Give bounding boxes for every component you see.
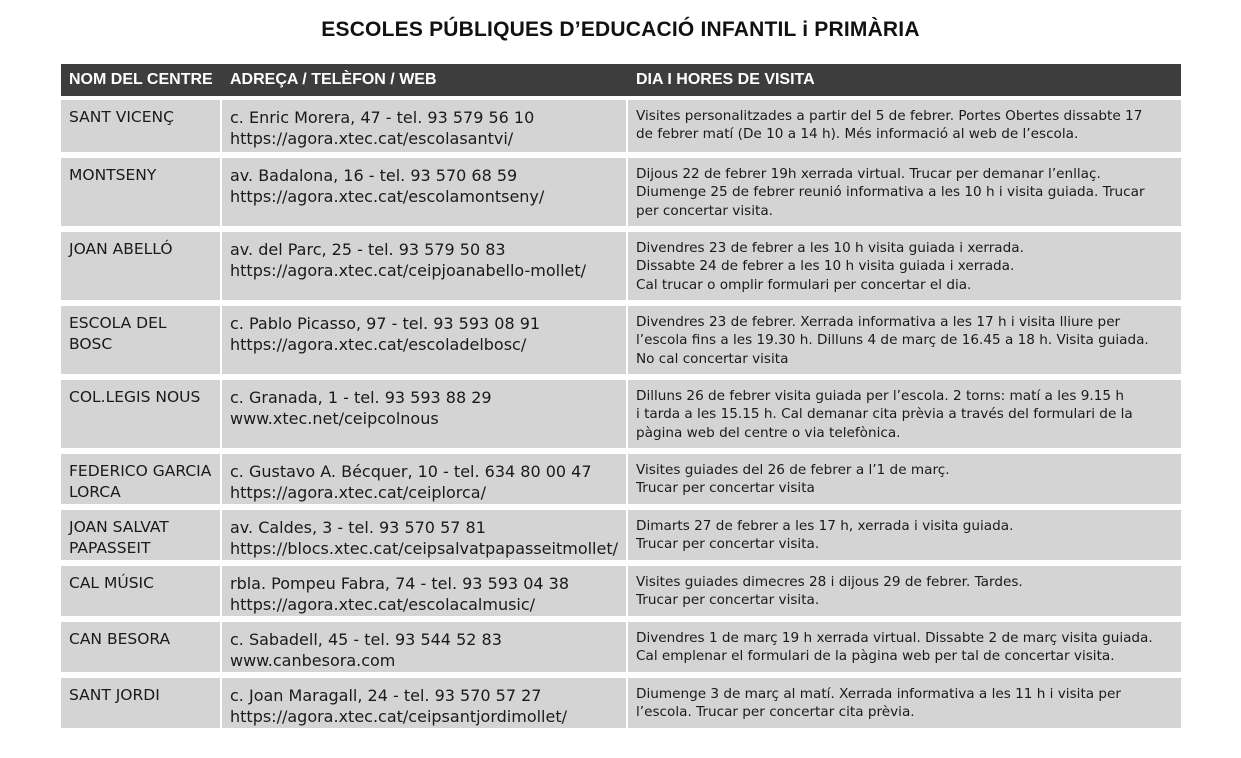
header-name: NOM DEL CENTRE [69,71,213,88]
visit-info-line: Cal emplenar el formulari de la pàgina web per tal de concertar visita. [636,648,1115,665]
school-name-line: BOSC [69,335,113,353]
school-name-line: JOAN ABELLÓ [69,240,173,258]
visit-info-line: i tarda a les 15.15 h. Cal demanar cita prèvia a través del formulari de la [636,406,1133,423]
school-name [61,306,222,374]
table-row [61,232,1181,300]
table-row [61,678,1181,728]
school-name-line: JOAN SALVAT [69,518,169,536]
header-visit: DIA I HORES DE VISITA [636,71,815,88]
table-row [61,454,1181,504]
school-contact [222,380,628,448]
visit-info-line: Dilluns 26 de febrer visita guiada per l’escola. 2 torns: matí a les 9.15 h [636,388,1124,404]
school-contact [222,678,628,728]
school-name [61,678,222,728]
school-name-line: ESCOLA DEL [69,314,167,332]
school-web-link[interactable]: https://blocs.xtec.cat/ceipsalvatpapasseitmollet/ [230,539,618,558]
visit-info-line: Divendres 23 de febrer a les 10 h visita guiada i xerrada. [636,240,1024,256]
page-title: ESCOLES PÚBLIQUES D’EDUCACIÓ INFANTIL i PRIMÀRIA [321,18,920,41]
visit-info-line: de febrer matí (De 10 a 14 h). Més informació al web de l’escola. [636,126,1079,143]
visit-info [628,678,1181,728]
visit-info [628,566,1181,616]
school-name [61,100,222,152]
visit-info-line: Trucar per concertar visita [636,480,815,497]
school-contact [222,100,628,152]
school-contact [222,232,628,300]
school-web-link[interactable]: https://agora.xtec.cat/ceiplorca/ [230,483,486,502]
school-web-link[interactable]: https://agora.xtec.cat/escoladelbosc/ [230,335,527,354]
visit-info-line: Divendres 23 de febrer. Xerrada informativa a les 17 h i visita lliure per [636,314,1121,330]
visit-info-line: per concertar visita. [636,202,773,219]
visit-info [628,454,1181,504]
school-name-line: CAN BESORA [69,630,171,648]
school-contact [222,158,628,226]
visit-info [628,622,1181,672]
school-name [61,232,222,300]
table-row [61,510,1181,560]
table-body [61,100,1181,728]
school-address: c. Granada, 1 - tel. 93 593 88 29 [230,388,492,407]
school-address: c. Sabadell, 45 - tel. 93 544 52 83 [230,630,502,649]
school-web-link[interactable]: https://agora.xtec.cat/escolamontseny/ [230,187,545,206]
visit-info-line: Visites personalitzades a partir del 5 de febrer. Portes Obertes dissabte 17 [636,108,1143,124]
school-name-line: SANT VICENÇ [69,108,174,126]
table-row [61,100,1181,152]
table-row [61,158,1181,226]
school-name [61,566,222,616]
visit-info-line: l’escola fins a les 19.30 h. Dilluns 4 de març de 16.45 a 18 h. Visita guiada. [636,332,1149,349]
school-name [61,454,222,504]
school-contact [222,454,628,504]
header-address: ADREÇA / TELÈFON / WEB [230,71,437,88]
school-contact [222,510,628,560]
table-row [61,380,1181,448]
school-web-link[interactable]: www.xtec.net/ceipcolnous [230,409,439,428]
school-name [61,158,222,226]
school-name [61,622,222,672]
visit-info-line: Diumenge 3 de març al matí. Xerrada informativa a les 11 h i visita per [636,686,1122,702]
school-name-line: CAL MÚSIC [69,574,154,592]
school-name [61,380,222,448]
visit-info-line: Dijous 22 de febrer 19h xerrada virtual. Trucar per demanar l’enllaç. [636,166,1101,182]
visit-info-line: No cal concertar visita [636,350,789,367]
school-name-line: MONTSENY [69,166,157,184]
school-web-link[interactable]: https://agora.xtec.cat/ceipjoanabello-mollet/ [230,261,587,280]
school-web-link[interactable]: https://agora.xtec.cat/escolacalmusic/ [230,595,536,614]
visit-info-line: l’escola. Trucar per concertar cita prèvia. [636,704,915,721]
school-contact [222,306,628,374]
visit-info [628,232,1181,300]
school-address: rbla. Pompeu Fabra, 74 - tel. 93 593 04 38 [230,574,569,593]
visit-info-line: Dissabte 24 de febrer a les 10 h visita guiada i xerrada. [636,258,1015,275]
school-address: c. Enric Morera, 47 - tel. 93 579 56 10 [230,108,535,127]
school-address: av. del Parc, 25 - tel. 93 579 50 83 [230,240,506,259]
school-name-line: PAPASSEIT [69,539,151,557]
school-web-link[interactable]: https://agora.xtec.cat/ceipsantjordimollet/ [230,707,568,726]
visit-info [628,510,1181,560]
visit-info-line: Cal trucar o omplir formulari per concertar el dia. [636,276,972,293]
school-address: c. Gustavo A. Bécquer, 10 - tel. 634 80 00 47 [230,462,592,481]
school-name-line: LORCA [69,483,121,501]
visit-info [628,306,1181,374]
table-row [61,566,1181,616]
visit-info-line: Dimarts 27 de febrer a les 17 h, xerrada i visita guiada. [636,518,1014,534]
school-web-link[interactable]: www.canbesora.com [230,651,396,670]
table-row [61,306,1181,374]
school-name-line: FEDERICO GARCIA [69,462,212,480]
school-name [61,510,222,560]
school-web-link[interactable]: https://agora.xtec.cat/escolasantvi/ [230,129,514,148]
schools-table [61,64,1181,734]
table-row [61,622,1181,672]
table-header [61,64,1181,96]
school-address: c. Joan Maragall, 24 - tel. 93 570 57 27 [230,686,542,705]
visit-info [628,158,1181,226]
school-address: c. Pablo Picasso, 97 - tel. 93 593 08 91 [230,314,541,333]
school-address: av. Caldes, 3 - tel. 93 570 57 81 [230,518,486,537]
school-address: av. Badalona, 16 - tel. 93 570 68 59 [230,166,518,185]
visit-info-line: pàgina web del centre o via telefònica. [636,424,901,441]
visit-info-line: Divendres 1 de març 19 h xerrada virtual. Dissabte 2 de març visita guiada. [636,630,1153,646]
visit-info-line: Visites guiades dimecres 28 i dijous 29 de febrer. Tardes. [636,574,1023,590]
visit-info [628,380,1181,448]
visit-info [628,100,1181,152]
school-name-line: SANT JORDI [69,686,160,704]
visit-info-line: Trucar per concertar visita. [636,592,820,609]
visit-info-line: Trucar per concertar visita. [636,536,820,553]
school-contact [222,622,628,672]
visit-info-line: Visites guiades del 26 de febrer a l’1 de març. [636,462,950,478]
school-name-line: COL.LEGIS NOUS [69,388,201,406]
visit-info-line: Diumenge 25 de febrer reunió informativa a les 10 h i visita guiada. Trucar [636,184,1145,201]
school-contact [222,566,628,616]
